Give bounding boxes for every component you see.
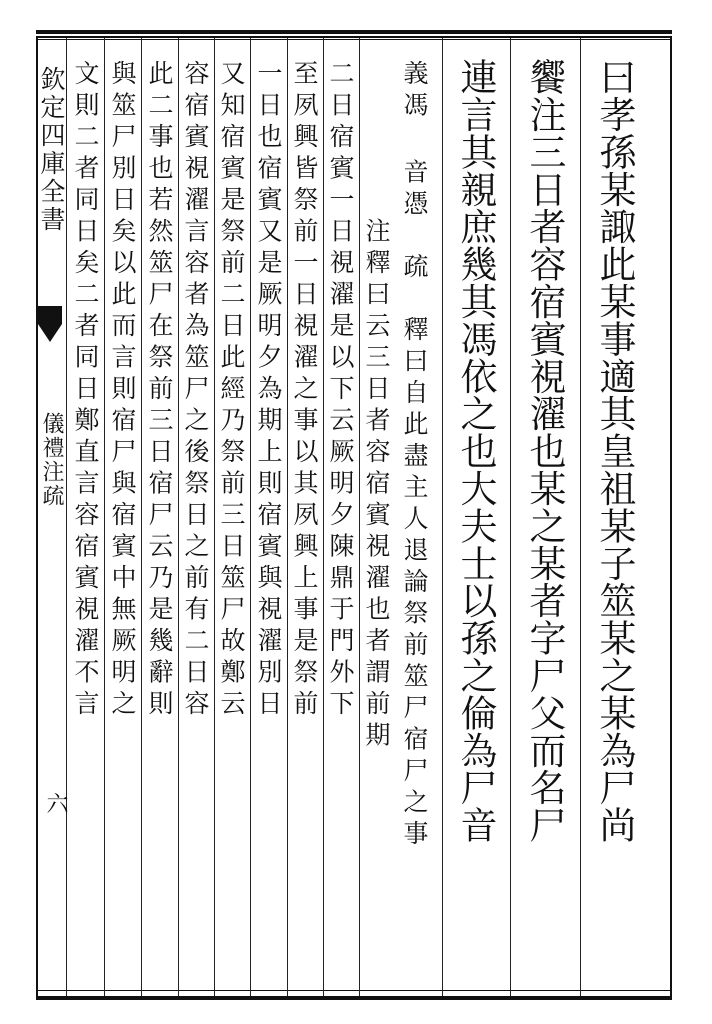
gloss-column-9: 與筮尸別日矣以此而言則宿尸與宿賓中無厥明之 xyxy=(108,60,137,722)
column-divider xyxy=(442,38,443,996)
column-divider xyxy=(141,38,142,996)
column-divider xyxy=(510,38,511,996)
margin-divider xyxy=(66,38,67,996)
column-divider xyxy=(287,38,288,996)
gloss-column-8: 此二事也若然筮尸在祭前三日宿尸云乃是幾辭則 xyxy=(145,60,174,722)
gloss-column-3: 二日宿賓一日視濯是以下云厥明夕陳鼎于門外下 xyxy=(326,60,355,722)
column-divider xyxy=(178,38,179,996)
gloss-column-5: 一日也宿賓又是厥明夕為期上則宿賓與視濯別日 xyxy=(254,60,283,722)
gloss-column-6: 又知宿賓是祭前二日此經乃祭前三日筮尸故鄭云 xyxy=(217,60,246,722)
gloss-column-1: 義馮 音憑 疏 釋曰自此盡主人退論祭前筮尸宿尸之事 xyxy=(400,60,429,852)
gloss-column-7: 容宿賓視濯言容者為筮尸之後祭日之前有二日容 xyxy=(181,60,210,722)
gloss-column-2: 注釋曰云三日者容宿賓視濯也者謂前期 xyxy=(362,60,391,753)
page-number: 六 xyxy=(43,792,68,814)
main-text-column-2: 饗注三日者容宿賓視濯也某之某者字尸父而名尸 xyxy=(523,58,566,844)
column-divider xyxy=(250,38,251,996)
gloss-column-10: 文則二者同日矣二者同日鄭直言容宿賓視濯不言 xyxy=(71,60,100,722)
column-divider xyxy=(214,38,215,996)
gloss-column-4: 至夙興皆祭前一日視濯之事以其夙興上事是祭前 xyxy=(290,60,319,722)
column-divider xyxy=(359,38,360,996)
bottom-border xyxy=(36,990,672,1000)
book-title: 欽定四庫全書 xyxy=(37,66,66,234)
column-divider xyxy=(323,38,324,996)
column-divider xyxy=(104,38,105,996)
chapter-title: 儀禮注疏 xyxy=(39,412,64,508)
column-divider xyxy=(580,38,581,996)
main-text-column-1: 曰孝孫某諏此某事適其皇祖某子筮某之某為尸尚 xyxy=(593,58,636,844)
main-text-column-3: 連言其親庶幾其馮依之也大夫士以孫之倫為尸音 xyxy=(454,58,497,844)
fish-tail-mark-icon xyxy=(36,304,64,344)
